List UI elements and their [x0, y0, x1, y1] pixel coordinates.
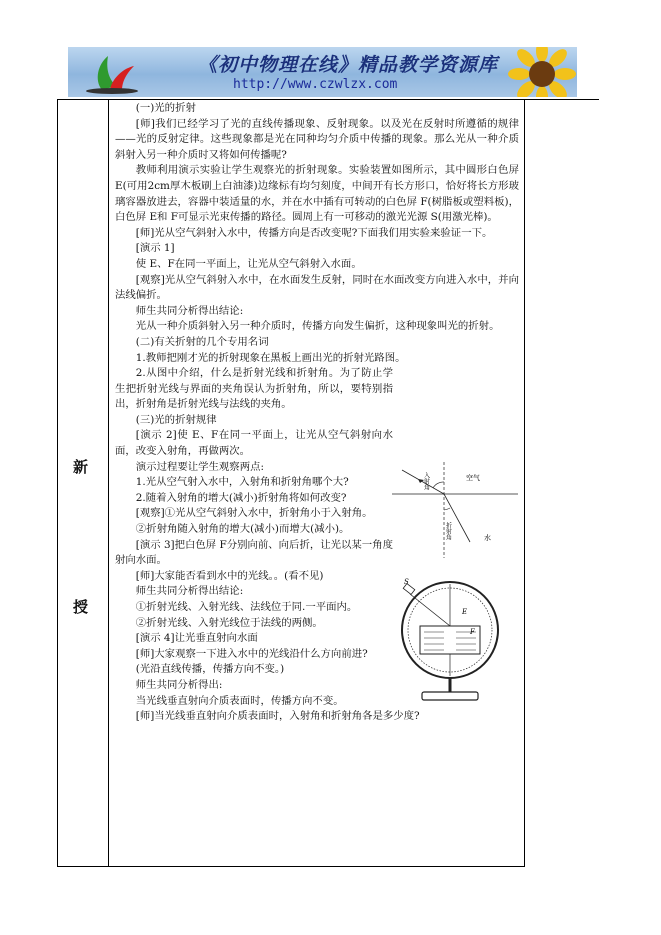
paragraph: [师]光从空气斜射入水中，传播方向是否改变呢?下面我们用实验来验证一下。: [135, 226, 493, 239]
table-right-border: [524, 99, 525, 867]
paragraph: [师]大家观察一下进入水中的光线沿什么方向前进?: [135, 647, 368, 660]
paragraph: [观察]光从空气斜射入水中，在水面发生反射，同时在水面改变方向进入水中，并向法线偏折。: [115, 273, 519, 302]
paragraph: 1.教师把刚才光的折射现象在黑板上画出光的折射光路图。: [135, 351, 406, 364]
paragraph: ②折射光线、入射光线位于法线的两侧。: [135, 616, 323, 629]
paragraph: [师]大家能否看到水中的光线。。(看不见): [135, 569, 324, 582]
paragraph: 当光线垂直射向介质表面时，传播方向不变。: [135, 694, 344, 707]
sunflower-icon: [507, 47, 577, 97]
paragraph: 师生共同分析得出结论:: [135, 585, 244, 598]
paragraph: 教师利用演示实验让学生观察光的折射现象。实验装置如图所示，其中圆形白色屏 E(可用2cm厚木板刷上白油漆)边缘标有均匀刻度，中间开有长方形口，恰好将长方形玻璃容器放进去，容器中装适量的水，并在水中插有可转动的白色屏 F(树脂板或塑料板)，白色屏 E和 F可显示光束传播的路径。圆周上有一可移动的激光光源 S(用激光棒)。: [115, 164, 519, 224]
table-top-border: [57, 99, 599, 100]
table-left-border: [57, 99, 58, 867]
label-source-s: S: [404, 578, 409, 586]
label-air: 空气: [466, 474, 480, 482]
paragraph: ②折射角随入射角的增大(减小)而增大(减小)。: [135, 523, 350, 536]
banner-title: 《初中物理在线》精品教学资源库: [198, 54, 499, 76]
label-screen-e: E: [462, 608, 468, 616]
side-label-shou: 授: [73, 598, 89, 616]
paragraph: 2.从图中介绍，什么是折射光线和折射角。为了防止学生把折射光线与界面的夹角误认为折射角，所以，要特别指出，折射角是折射光线与法线的夹角。: [115, 367, 393, 411]
table-column-divider: [108, 99, 109, 867]
paragraph: [师]我们已经学习了光的直线传播现象、反射现象。以及光在反射时所遵循的规律——光的反射定律。这些现象都是光在同种均匀介质中传播的现象。那么光从一种介质斜射入另一种介质时又将如何传播呢?: [115, 117, 519, 161]
paragraph: 师生共同分析得出结论:: [135, 304, 244, 317]
paragraph: [演示 3]把白色屏 F分别向前、向后折，让光以某一角度射向水面。: [115, 538, 393, 567]
paragraph: [演示 4]让光垂直射向水面: [135, 632, 258, 645]
label-incident-angle: 入射角: [422, 472, 430, 490]
paragraph: 演示过程要让学生观察两点:: [135, 460, 264, 473]
section-heading-1: (一)光的折射: [135, 102, 196, 114]
refraction-diagram: [388, 458, 520, 708]
logo: [72, 50, 152, 94]
paragraph: 使 E、F在同一平面上，让光从空气斜射入水面。: [135, 257, 362, 270]
paragraph: 师生共同分析得出:: [135, 678, 223, 691]
section-heading-3: (三)光的折射规律: [135, 413, 217, 426]
paragraph: 2.随着入射角的增大(减小)折射角将如何改变?: [135, 491, 347, 504]
paragraph: [演示 2]使 E、F在同一平面上，让光从空气斜射向水面，改变入射角，再做两次。: [115, 429, 393, 458]
paragraph: 1.光从空气射入水中，入射角和折射角哪个大?: [135, 476, 349, 489]
paragraph: [师]当光线垂直射向介质表面时，入射角和折射角各是多少度?: [135, 710, 420, 723]
label-water: 水: [484, 534, 491, 542]
figures: [388, 458, 520, 708]
paragraph: 光从一种介质斜射入另一种介质时，传播方向发生偏折，这种现象叫光的折射。: [135, 320, 500, 333]
label-screen-f: F: [470, 628, 475, 636]
paragraph: [观察]①光从空气斜射入水中，折射角小于入射角。: [135, 507, 373, 520]
banner-url[interactable]: http://www.czwlzx.com: [233, 77, 398, 92]
demo-label: [演示 1]: [135, 242, 175, 255]
side-label-xin: 新: [73, 458, 89, 476]
paragraph: ①折射光线、入射光线、法线位于同.一平面内。: [135, 601, 358, 613]
header-banner: [68, 47, 577, 97]
section-heading-2: (二)有关折射的几个专用名词: [135, 335, 269, 348]
paragraph: (光沿直线传播，传播方向不变。): [135, 663, 285, 676]
label-refraction-angle: 折射角: [444, 522, 452, 540]
table-bottom-border: [57, 866, 525, 867]
